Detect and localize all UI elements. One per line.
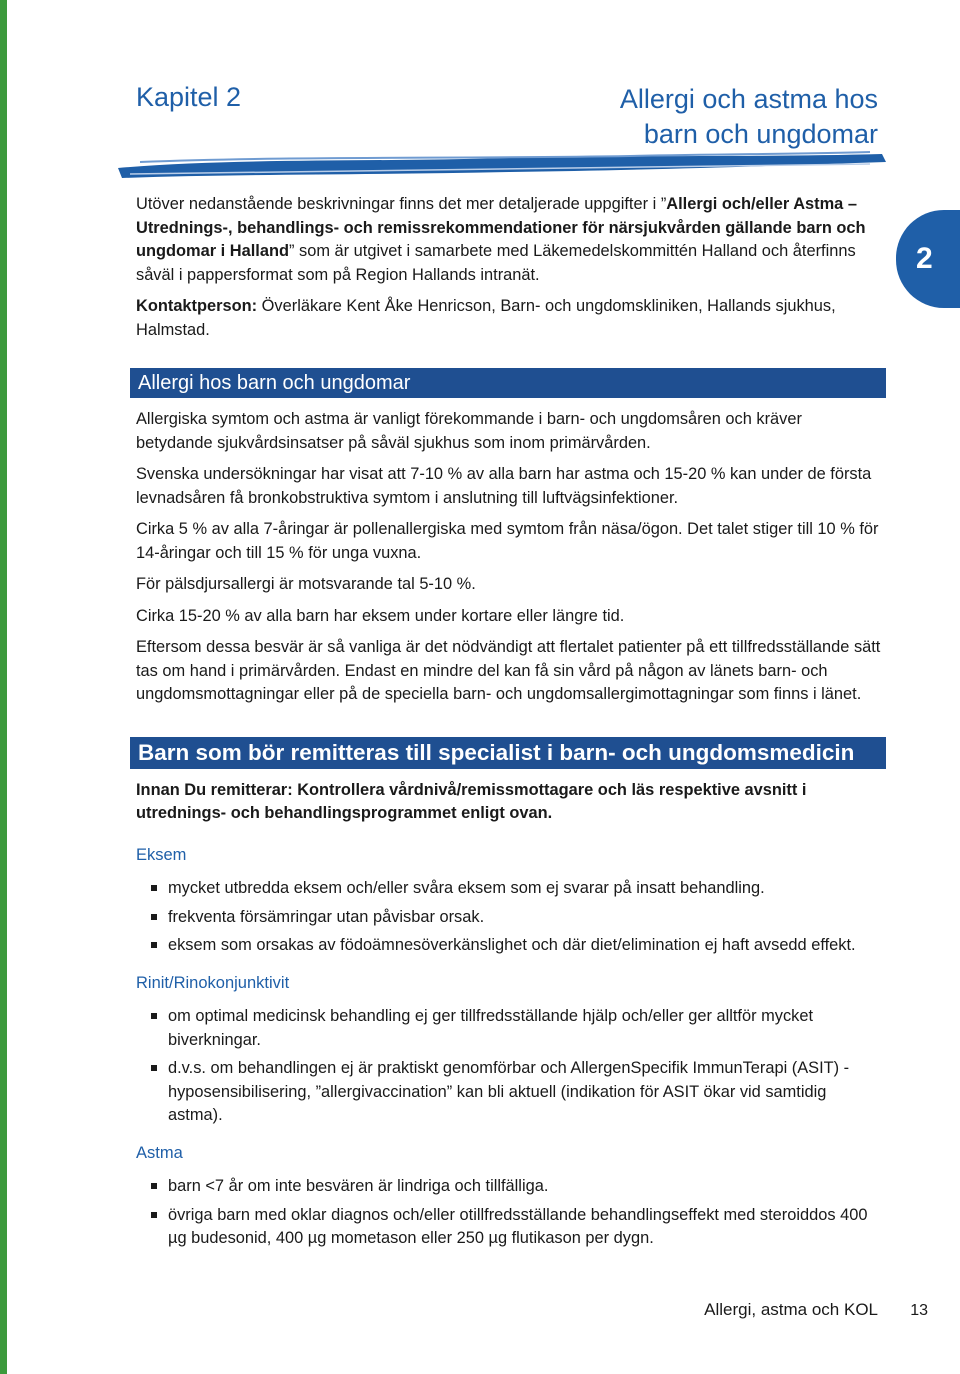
brush-stroke-divider: [110, 148, 890, 180]
section-heading-allergy: Allergi hos barn och ungdomar: [130, 368, 886, 398]
list-item: om optimal medicinsk behandling ej ger tillfredsställande hjälp och/eller ger alltför mycket biverkningar.: [136, 1005, 882, 1052]
page-number: 13: [910, 1302, 928, 1319]
footer-title: Allergi, astma och KOL: [704, 1300, 878, 1319]
chapter-side-tab: [896, 210, 960, 308]
subheading-rinit: Rinit/Rinokonjunktivit: [136, 973, 290, 992]
section1-paragraph: Svenska undersökningar har visat att 7-10 % av alla barn har astma och 15-20 % kan under de första levnadsåren få bronkobstruktiva symtom i anslutning till luftvägsinfektioner.: [136, 465, 872, 507]
intro-paragraph: [136, 193, 882, 287]
chapter-title-line1: Allergi och astma hos: [619, 84, 878, 114]
side-tab-number: 2: [916, 242, 933, 275]
eksem-list: [136, 877, 882, 958]
list-item: övriga barn med oklar diagnos och/eller otillfredsställande behandlingseffekt med steroiddos 400 µg budesonid, 400 µg mometason eller 250 µg flutikason per dygn.: [136, 1204, 882, 1251]
section1-paragraph: Eftersom dessa besvär är så vanliga är det nödvändigt att flertalet patienter på ett tillfredsställande sätt tas om hand i primärvården. Endast en mindre del kan få sin vård på någon av länets barn- och ungdomsmottagningar eller på de speciella barn- och ungdomsallergimottagningar som finns i länet.: [136, 638, 881, 703]
intro-text-c: ” som är utgivet i samarbete med Läkemedelskommittén Halland och återfinns såväl i pappersformat som på Region Hallands intranät.: [136, 242, 856, 284]
section1-paragraph: Cirka 5 % av alla 7-åringar är pollenallergiska med symtom från näsa/ögon. Det talet stiger till 10 % för 14-åringar och till 15 % för unga vuxna.: [136, 520, 879, 562]
section1-paragraph: Cirka 15-20 % av alla barn har eksem under kortare eller längre tid.: [136, 606, 625, 625]
rinit-list: [136, 1005, 882, 1128]
list-item: eksem som orsakas av födoämnesöverkänslighet och där diet/elimination ej haft avsedd effekt.: [136, 934, 882, 958]
list-item: d.v.s. om behandlingen ej är praktiskt genomförbar och AllergenSpecifik ImmunTerapi (ASIT) - hyposensibilisering, ”allergivaccination” kan bli aktuell (indikation för ASIT ökar vid samtidig astma).: [136, 1057, 882, 1128]
section1-paragraph: Allergiska symtom och astma är vanligt förekommande i barn- och ungdomsåren och kräver betydande sjukvårdsinsatser på såväl sjukhus som inom primärvården.: [136, 410, 802, 452]
list-item: barn <7 år om inte besvären är lindriga och tillfälliga.: [136, 1175, 882, 1199]
intro-text-bold: Allergi och/eller Astma – Utrednings-, behandlings- och remissrekommendationer för närsjukvården gällande barn och ungdomar i Halland: [136, 195, 866, 260]
section-heading-referral: Barn som bör remitteras till specialist i barn- och ungdomsmedicin: [130, 737, 886, 769]
referral-intro: Innan Du remitterar: Kontrollera vårdnivå/remissmottagare och läs respektive avsnitt i utrednings- och behandlingsprogrammet enligt ovan.: [136, 780, 807, 822]
subheading-astma: Astma: [136, 1143, 183, 1162]
contact-text: Överläkare Kent Åke Henricson, Barn- och ungdomskliniken, Hallands sjukhus, Halmstad.: [136, 297, 836, 339]
chapter-label: Kapitel 2: [136, 82, 242, 112]
astma-list: [136, 1175, 882, 1251]
list-item: frekventa försämringar utan påvisbar orsak.: [136, 906, 882, 930]
left-edge-bar: [0, 0, 7, 1374]
list-item: mycket utbredda eksem och/eller svåra eksem som ej svarar på insatt behandling.: [136, 877, 882, 901]
subheading-eksem: Eksem: [136, 845, 187, 864]
main-content: [136, 193, 882, 1265]
chapter-title: [458, 82, 878, 152]
contact-label: Kontaktperson:: [136, 297, 258, 315]
chapter-title-line2: barn och ungdomar: [643, 119, 878, 149]
intro-text-a: Utöver nedanstående beskrivningar finns det mer detaljerade uppgifter i ”: [136, 195, 667, 213]
section1-paragraph: För pälsdjursallergi är motsvarande tal 5-10 %.: [136, 575, 476, 593]
contact-paragraph: [136, 295, 882, 342]
